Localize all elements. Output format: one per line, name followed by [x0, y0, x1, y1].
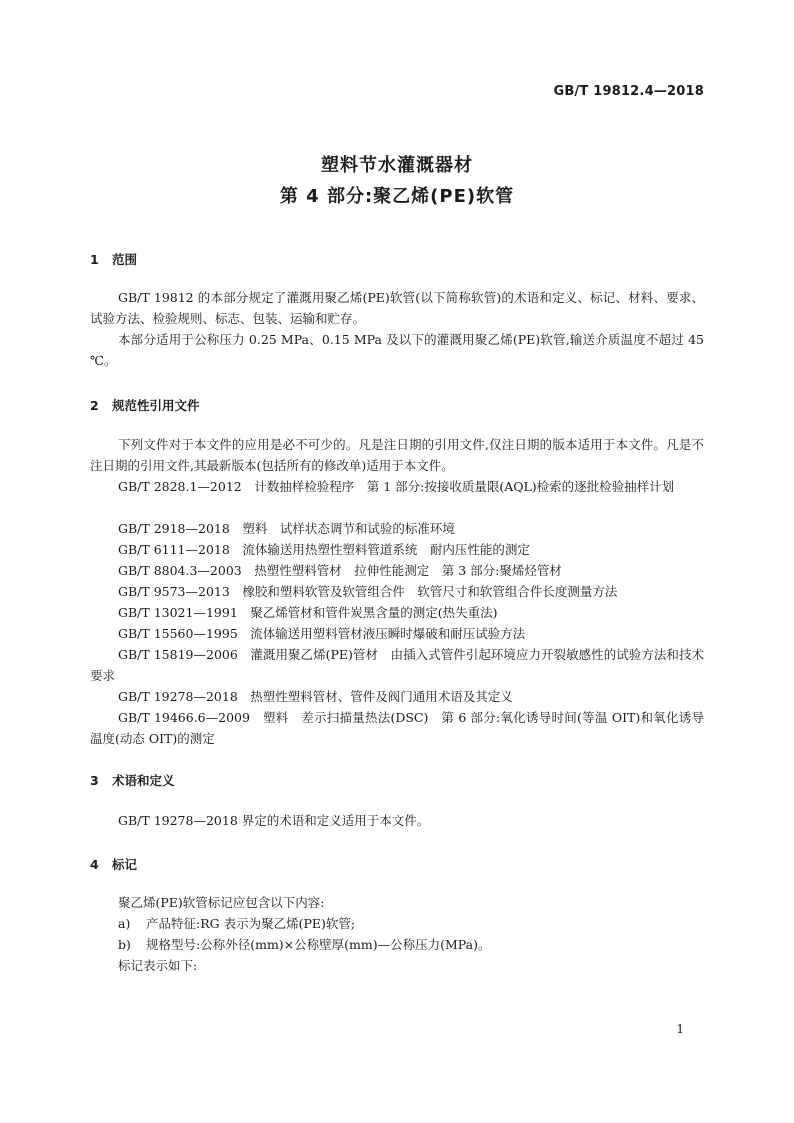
reference-item: GB/T 6111—2018 流体输送用热塑性塑料管道系统 耐内压性能的测定	[118, 542, 530, 557]
section-number: 1	[90, 252, 99, 267]
list-item	[118, 934, 704, 955]
list-item-text: 产品特征:RG 表示为聚乙烯(PE)软管;	[146, 916, 356, 931]
section-1-heading	[90, 250, 137, 268]
reference-item: GB/T 19278—2018 热塑性塑料管材、管件及阀门通用术语及其定义	[118, 689, 513, 704]
section-4-intro: 聚乙烯(PE)软管标记应包含以下内容:	[118, 895, 325, 910]
section-3-heading	[90, 771, 175, 789]
list-item-label: b)	[118, 937, 131, 952]
section-title: 范围	[112, 252, 138, 267]
section-4-closing: 标记表示如下:	[118, 958, 198, 973]
section-3-paragraph: GB/T 19278—2018 界定的术语和定义适用于本文件。	[118, 813, 430, 828]
reference-item: GB/T 15819—2006 灌溉用聚乙烯(PE)管材 由插入式管件引起环境应力开裂敏感性的试验方法和技术要求	[90, 647, 704, 683]
section-title: 术语和定义	[112, 773, 175, 788]
section-title: 规范性引用文件	[112, 398, 200, 413]
reference-item: GB/T 8804.3—2003 热塑性塑料管材 拉伸性能测定 第 3 部分:聚烯烃管材	[118, 563, 562, 578]
reference-item: GB/T 19466.6—2009 塑料 差示扫描量热法(DSC) 第 6 部分:氧化诱导时间(等温 OIT)和氧化诱导温度(动态 OIT)的测定	[90, 710, 704, 746]
section-4-heading	[90, 855, 137, 873]
list-item	[118, 913, 704, 934]
section-number: 4	[90, 857, 99, 872]
list-item-text: 规格型号:公称外径(mm)×公称壁厚(mm)—公称压力(MPa)。	[146, 937, 491, 952]
document-title-line1: 塑料节水灌溉器材	[321, 155, 473, 176]
section-number: 3	[90, 773, 99, 788]
reference-item: GB/T 13021—1991 聚乙烯管材和管件炭黑含量的测定(热失重法)	[118, 605, 498, 620]
section-2-intro: 下列文件对于本文件的应用是必不可少的。凡是注日期的引用文件,仅注日期的版本适用于本文件。凡是不注日期的引用文件,其最新版本(包括所有的修改单)适用于本文件。	[90, 437, 704, 473]
section-number: 2	[90, 398, 99, 413]
reference-item: GB/T 9573—2013 橡胶和塑料软管及软管组合件 软管尺寸和软管组合件长度测量方法	[118, 584, 618, 599]
reference-item: GB/T 2828.1—2012 计数抽样检验程序 第 1 部分:按接收质量限(AQL)检索的逐批检验抽样计划	[118, 479, 675, 494]
page-number: 1	[676, 1022, 684, 1036]
reference-item: GB/T 2918—2018 塑料 试样状态调节和试验的标准环境	[118, 521, 455, 536]
section-2-heading	[90, 396, 200, 414]
section-1-paragraph-2: 本部分适用于公称压力 0.25 MPa、0.15 MPa 及以下的灌溉用聚乙烯(PE)软管,输送介质温度不超过 45 ℃。	[90, 332, 704, 368]
section-1-paragraph-1: GB/T 19812 的本部分规定了灌溉用聚乙烯(PE)软管(以下简称软管)的术语和定义、标记、材料、要求、试验方法、检验规则、标志、包装、运输和贮存。	[90, 290, 704, 326]
standard-code: GB/T 19812.4—2018	[553, 84, 704, 99]
document-title-line2: 第 4 部分:聚乙烯(PE)软管	[279, 186, 515, 207]
list-item-label: a)	[118, 916, 131, 931]
section-title: 标记	[112, 857, 138, 872]
reference-item: GB/T 15560—1995 流体输送用塑料管材液压瞬时爆破和耐压试验方法	[118, 626, 526, 641]
